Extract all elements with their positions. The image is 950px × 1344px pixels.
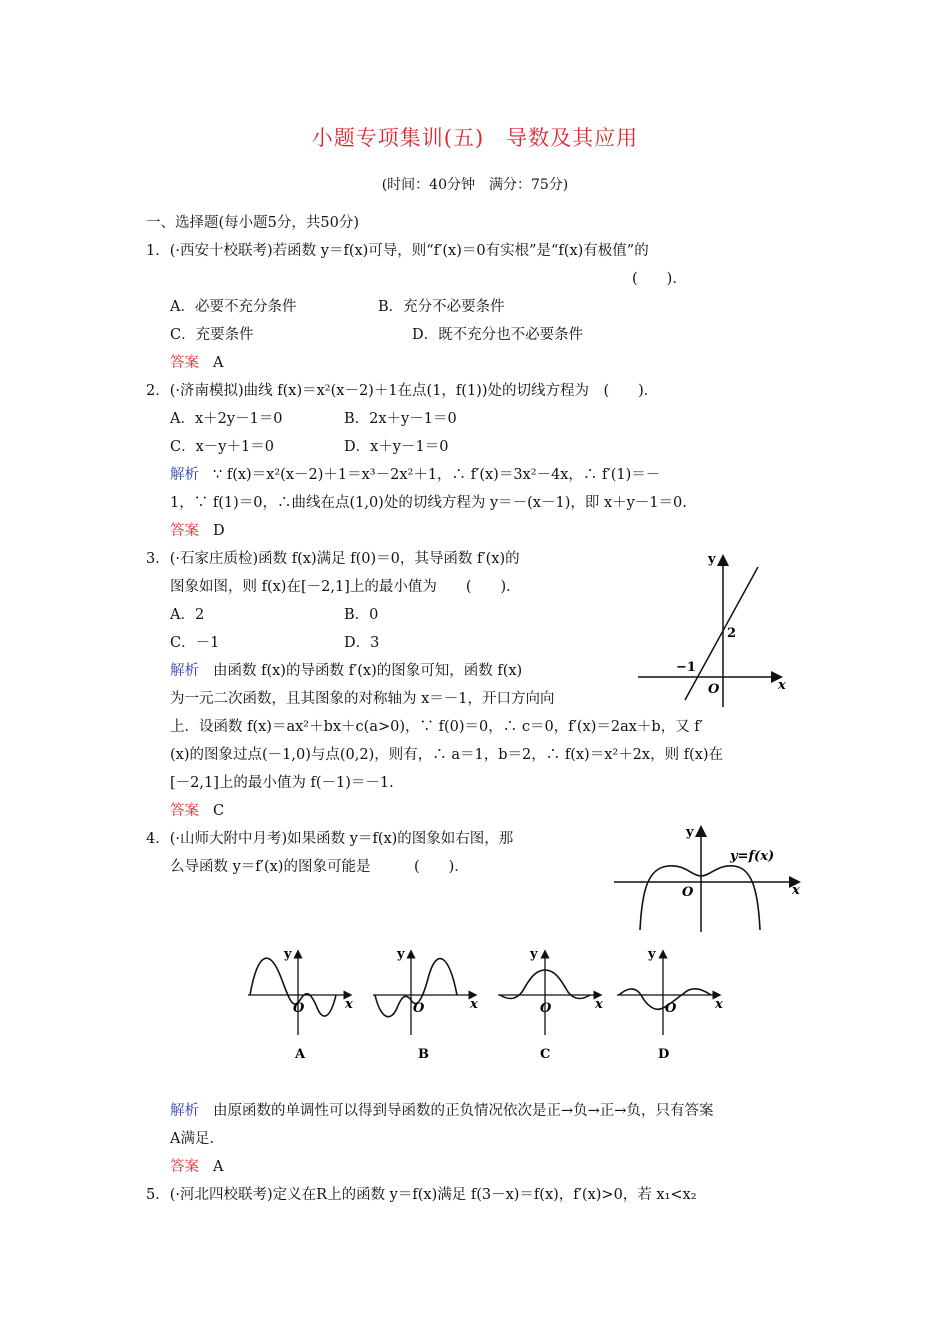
- q3-analysis-text-1: 由函数 f(x)的导函数 f′(x)的图象可知，函数 f(x): [213, 663, 523, 679]
- choice-b-graph: [373, 947, 478, 1062]
- svg-text:x: x: [345, 997, 353, 1012]
- q1-answer: [170, 353, 223, 373]
- q2-option-c: C．x－y＋1＝0: [170, 439, 274, 455]
- q4-answer: [170, 1157, 223, 1177]
- section-heading: 一、选择题(每小题5分，共50分): [146, 215, 359, 231]
- svg-text:x: x: [470, 997, 478, 1012]
- x-intercept-label: −1: [676, 660, 696, 675]
- svg-text:O: O: [665, 1001, 677, 1016]
- x-label: x: [778, 678, 786, 693]
- answer-label: 答案: [170, 355, 199, 371]
- q2-answer-value: D: [213, 523, 225, 539]
- page-title: 小题专项集训(五) 导数及其应用: [311, 126, 639, 150]
- choice-a-label: A: [295, 1047, 306, 1062]
- q4-stem-1: 4．(·山师大附中月考)如果函数 y＝f(x)的图象如右图，那: [146, 831, 514, 847]
- analysis-label: 解析: [170, 1103, 199, 1119]
- svg-text:y: y: [530, 947, 538, 962]
- answer-label: 答案: [170, 803, 199, 819]
- choice-d-label: D: [658, 1047, 670, 1062]
- q3-option-d: D．3: [344, 635, 380, 651]
- svg-text:y: y: [648, 947, 656, 962]
- q1-blank: ( )．: [632, 271, 687, 287]
- choice-d-graph: [617, 947, 723, 1062]
- svg-text:y: y: [284, 947, 292, 962]
- q4-function-graph: [610, 820, 810, 935]
- q2-analysis-text-1: ∵ f(x)＝x²(x－2)＋1＝x³－2x²＋1，∴ f′(x)＝3x²－4x，∴ f′(1)＝－: [213, 467, 661, 483]
- y-label: y: [686, 825, 694, 840]
- q1-option-a: A．必要不充分条件: [170, 299, 297, 315]
- svg-text:y: y: [397, 947, 405, 962]
- q1-option-c: C．充要条件: [170, 327, 254, 343]
- analysis-label: 解析: [170, 663, 199, 679]
- q1-option-b: B．充分不必要条件: [378, 299, 505, 315]
- q3-analysis-5: [－2,1]上的最小值为 f(－1)＝－1.: [170, 775, 394, 791]
- q3-option-c: C．－1: [170, 635, 220, 651]
- q2-stem: 2．(·济南模拟)曲线 f(x)＝x²(x－2)＋1在点(1，f(1))处的切线方程为 ( )．: [146, 383, 659, 399]
- q3-analysis-3: 上．设函数 f(x)＝ax²＋bx＋c(a>0)，∵ f(0)＝0，∴ c＝0，f′(x)＝2ax＋b，又 f′: [170, 719, 703, 735]
- q4-analysis-text-1: 由原函数的单调性可以得到导函数的正负情况依次是正→负→正→负，只有答案: [213, 1103, 714, 1119]
- choice-b-label: B: [418, 1047, 429, 1062]
- q3-analysis-2: 为一元二次函数，且其图象的对称轴为 x＝－1，开口方向向: [170, 691, 555, 707]
- derivative-line: [685, 567, 758, 700]
- q3-option-b: B．0: [344, 607, 379, 623]
- q2-analysis-2: 1，∵ f(1)＝0，∴曲线在点(1,0)处的切线方程为 y＝－(x－1)，即 x＋y－1＝0.: [170, 495, 687, 511]
- q4-choice-graphs: [240, 940, 740, 1070]
- q1-option-d: D．既不充分也不必要条件: [412, 327, 584, 343]
- q3-stem-2: 图象如图，则 f(x)在[－2,1]上的最小值为 ( )．: [170, 579, 521, 595]
- q3-answer-value: C: [213, 803, 225, 819]
- q2-option-b: B．2x＋y－1＝0: [344, 411, 457, 427]
- svg-text:O: O: [413, 1001, 425, 1016]
- q2-answer: [170, 521, 225, 541]
- x-label: x: [792, 883, 800, 898]
- q3-option-a: A．2: [170, 607, 205, 623]
- q3-stem-1: 3．(·石家庄质检)函数 f(x)满足 f(0)＝0，其导函数 f′(x)的: [146, 551, 520, 567]
- q3-analysis-1: [170, 661, 522, 681]
- q3-derivative-graph: [630, 545, 795, 710]
- analysis-label: 解析: [170, 467, 199, 483]
- q4-analysis-2: A满足.: [170, 1131, 215, 1147]
- choice-a-graph: [248, 947, 353, 1062]
- y-intercept-label: 2: [727, 626, 737, 641]
- svg-text:x: x: [595, 997, 603, 1012]
- q4-stem-2: 么导函数 y＝f′(x)的图象可能是 ( )．: [170, 859, 469, 875]
- curve-label: y=f(x): [730, 849, 775, 864]
- answer-label: 答案: [170, 523, 199, 539]
- q2-option-d: D．x＋y－1＝0: [344, 439, 449, 455]
- origin-label: O: [682, 885, 694, 900]
- q4-analysis-1: [170, 1101, 713, 1121]
- q2-analysis-1: [170, 465, 660, 485]
- q4-answer-value: A: [213, 1159, 224, 1175]
- q1-stem: 1．(·西安十校联考)若函数 y＝f(x)可导，则“f′(x)＝0有实根”是“f(x)有极值”的: [146, 243, 649, 259]
- choice-c-graph: [498, 947, 603, 1062]
- q5-stem: 5．(·河北四校联考)定义在R上的函数 y＝f(x)满足 f(3－x)＝f(x)，f′(x)>0，若 x₁<x₂: [146, 1187, 697, 1203]
- q2-option-a: A．x＋2y－1＝0: [170, 411, 283, 427]
- svg-text:O: O: [293, 1001, 305, 1016]
- function-curve: [640, 866, 760, 930]
- svg-text:O: O: [540, 1001, 552, 1016]
- q3-analysis-4: (x)的图象过点(－1,0)与点(0,2)，则有，∴ a＝1，b＝2，∴ f(x)＝x²＋2x，则 f(x)在: [170, 747, 724, 763]
- answer-label: 答案: [170, 1159, 199, 1175]
- choice-c-label: C: [540, 1047, 551, 1062]
- page-subtitle: (时间：40分钟 满分：75分): [381, 177, 569, 193]
- q1-answer-value: A: [213, 355, 224, 371]
- svg-text:x: x: [715, 997, 723, 1012]
- q3-answer: [170, 801, 224, 821]
- origin-label: O: [708, 682, 720, 697]
- y-label: y: [708, 552, 716, 567]
